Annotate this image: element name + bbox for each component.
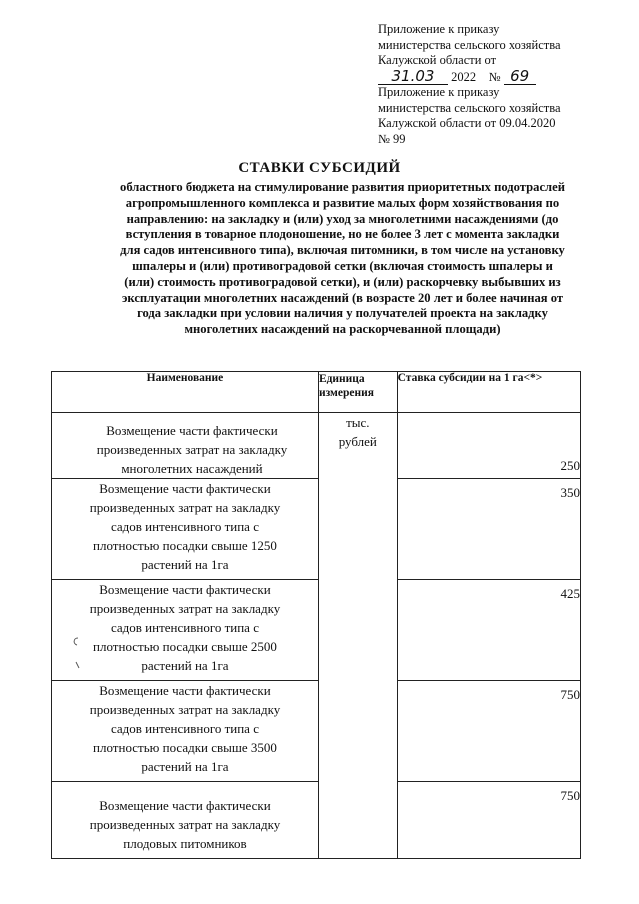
row-name-line: Возмещение части фактически (99, 798, 271, 813)
row-name-line: плотностью посадки свыше 2500 (93, 639, 277, 654)
row-name-line: плотностью посадки свыше 1250 (93, 538, 277, 553)
row-rate: 250 (397, 413, 580, 479)
table-row (52, 782, 581, 859)
row-name-line: садов интенсивного типа с (110, 620, 259, 635)
row-name-line: Возмещение части фактически (99, 582, 271, 597)
subtitle-line: агропромышленного комплекса и развитие малых форм хозяйствования по (125, 195, 560, 210)
subtitle-line: областного бюджета на стимулирование развития приоритетных подотраслей (120, 180, 565, 194)
table-row (52, 479, 581, 580)
row-rate: 425 (397, 580, 580, 681)
row-name (52, 782, 319, 859)
header-line-2: министерства сельского хозяйства (378, 37, 561, 52)
header-line-3: Калужской области от (378, 53, 497, 67)
row-rate: 750 (397, 782, 580, 859)
header-rate: Ставка субсидии на 1 га<*> (397, 372, 580, 413)
number-sign: № (488, 69, 501, 84)
subtitle-line: многолетних насаждений на раскорчеванной площади) (184, 322, 501, 337)
header-date-row (378, 66, 628, 86)
row-name-line: произведенных затрат на закладку (89, 601, 281, 616)
row-name (52, 479, 319, 580)
handwritten-date: 31.03 (378, 69, 448, 86)
row-rate: 750 (397, 681, 580, 782)
subtitle-line: для садов интенсивного типа), включая питомники, в том числе на установку (120, 243, 565, 258)
header-name: Наименование (52, 372, 319, 413)
row-name-line: произведенных затрат на закладку (89, 817, 281, 832)
row-name-line: Возмещение части фактически (99, 683, 271, 698)
row-name-line: растений на 1га (141, 557, 229, 572)
row-name-line: Возмещение части фактически (106, 423, 278, 438)
row-name-line: садов интенсивного типа с (110, 519, 259, 534)
header-line-6: министерства сельского хозяйства (378, 100, 561, 115)
unit-line-2: рублей (338, 434, 377, 449)
header-line-8: № 99 (378, 131, 406, 146)
row-name (52, 681, 319, 782)
subtitle-line: направлению: на закладку и (или) уход за многолетними насаждениями (до (126, 211, 559, 226)
handwritten-order-number: 69 (504, 69, 536, 86)
table-header-row (52, 372, 581, 413)
subtitle-line: (или) стоимость противоградовой сетки), и (или) раскорчевку выбывших из (124, 274, 561, 289)
row-rate: 350 (397, 479, 580, 580)
row-name-line: многолетних насаждений (121, 461, 263, 476)
header-line-5: Приложение к приказу (378, 85, 500, 99)
row-name (52, 580, 319, 681)
header-unit-line-1: Единица (318, 373, 365, 385)
subsidy-rates-table (51, 371, 581, 859)
unit-line-1: тыс. (346, 415, 370, 430)
subtitle-line: эксплуатации многолетних насаждений (в возрасте 20 лет и более начиная от (121, 290, 564, 305)
document-subtitle (80, 180, 605, 338)
row-name (52, 413, 319, 479)
subtitle-line: года закладки при условии наличия у получателей проекта на закладку (137, 306, 548, 321)
header-unit (318, 372, 397, 413)
table-row (52, 681, 581, 782)
row-name-line: произведенных затрат на закладку (96, 442, 288, 457)
row-name-line: плотностью посадки свыше 3500 (93, 740, 277, 755)
row-name-line: произведенных затрат на закладку (89, 500, 281, 515)
row-name-line: произведенных затрат на закладку (89, 702, 281, 717)
row-name-line: плодовых питомников (123, 836, 247, 851)
row-name-line: растений на 1га (141, 658, 229, 673)
row-name-line: растений на 1га (141, 759, 229, 774)
table-row (52, 413, 581, 479)
header-line-7: Калужской области от 09.04.2020 (378, 116, 556, 130)
document-title: СТАВКИ СУБСИДИЙ (238, 160, 401, 176)
order-reference-block (378, 22, 628, 147)
subtitle-line: шпалеры и (или) противоградовой сетки (включая стоимость шпалеры и (132, 258, 553, 273)
pencil-mark-icon (68, 632, 88, 682)
header-unit-line-2: измерения (318, 387, 374, 399)
row-name-line: Возмещение части фактически (99, 481, 271, 496)
order-year: 2022 (451, 69, 477, 84)
unit-cell (318, 413, 397, 859)
header-line-1: Приложение к приказу (378, 22, 500, 36)
table-row (52, 580, 581, 681)
row-name-line: садов интенсивного типа с (110, 721, 259, 736)
subtitle-line: вступления в товарное плодоношение, но не более 3 лет с момента закладки (125, 227, 560, 242)
